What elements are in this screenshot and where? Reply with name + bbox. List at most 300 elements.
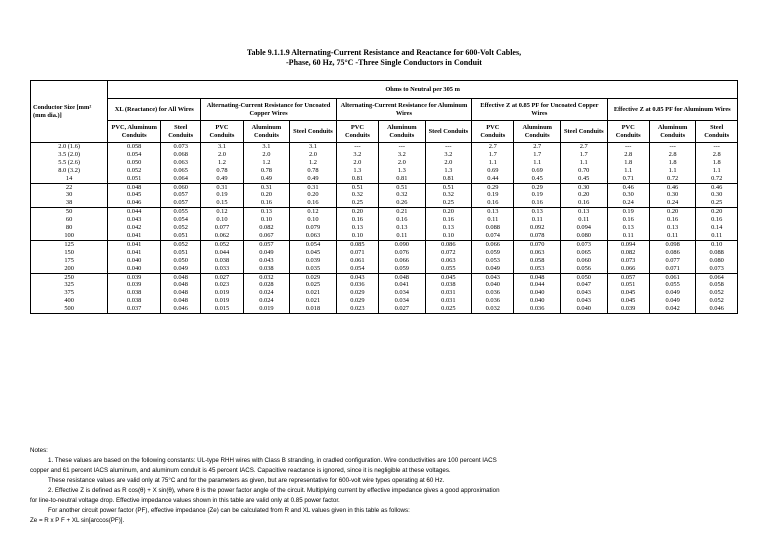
cell-value: 1.1 (579, 158, 588, 166)
cell-value: 2.0 (308, 150, 317, 158)
cell-value: 0.064 (173, 174, 188, 182)
ohms-header: Ohms to Neutral per 305 m (108, 81, 738, 99)
cell-value: 0.080 (709, 256, 724, 264)
cell-value: 0.11 (622, 231, 634, 239)
notes-heading: Notes: (30, 447, 48, 454)
cell-value: 0.050 (126, 158, 142, 166)
cell-value: 0.066 (485, 240, 500, 248)
column-header: PVC Conduits (201, 121, 243, 143)
value-cell (161, 208, 201, 241)
cell-value: 0.15 (216, 199, 228, 207)
cell-value: 0.72 (667, 174, 679, 182)
cell-value: 0.019 (214, 297, 230, 305)
cell-value: 0.49 (260, 174, 272, 182)
cell-value: 0.11 (531, 216, 543, 224)
value-cell (108, 208, 161, 241)
cell-value: 0.78 (260, 166, 272, 174)
cell-value: 0.10 (260, 216, 272, 224)
note-1b: copper and 61 percent IACS aluminum, and aluminum conduit is 45 percent IACS. Capacitive reactance is ignored, since it is negligible at these voltages. (30, 467, 451, 474)
cell-value: 0.019 (214, 289, 230, 297)
cell-value: 0.041 (126, 240, 142, 248)
value-cell (472, 240, 514, 273)
cell-value: 0.076 (394, 248, 410, 256)
cell-value: 0.079 (305, 224, 321, 232)
column-header: Aluminum Conduits (649, 121, 696, 143)
cell-value: 0.065 (576, 248, 591, 256)
cell-value: 1.2 (308, 158, 317, 166)
value-cell (472, 208, 514, 241)
table-row-group (31, 273, 738, 314)
value-cell (425, 208, 472, 241)
aluminum-impedance-header: Effective Z at 0.85 PF for Aluminum Wires (607, 99, 737, 121)
cell-value: 0.13 (260, 208, 272, 216)
cell-value: 0.037 (126, 305, 142, 313)
cell-value: 0.088 (485, 224, 500, 232)
cell-value: 0.043 (576, 297, 591, 305)
cell-value: 1.7 (488, 150, 497, 158)
cell-value: 0.052 (709, 289, 724, 297)
cell-value: 0.78 (216, 166, 228, 174)
cell-value: 0.058 (709, 281, 724, 289)
value-cell (108, 240, 161, 273)
cell-value: 0.077 (214, 224, 230, 232)
cell-value: 0.29 (531, 183, 543, 191)
cell-value: 0.056 (576, 264, 591, 272)
cell-value: 0.043 (259, 256, 274, 264)
cell-value: 0.048 (173, 273, 188, 281)
cell-value: 0.055 (173, 208, 188, 216)
conductor-size: 60 (65, 216, 73, 224)
column-header: PVC, Aluminum Conduits (108, 121, 161, 143)
note-2a: 2. Effective Z is defined as R cos(θ) + X sin(θ), where θ is the power factor angle of the circuit. Multiplying current by effective impedance gives a good approximation (48, 487, 500, 494)
cell-value: 0.043 (126, 216, 142, 224)
cell-value: 1.1 (533, 158, 542, 166)
cell-value: 0.039 (126, 281, 142, 289)
conductor-size: 22 (65, 183, 73, 191)
value-cell (243, 208, 290, 241)
cell-value: 0.033 (214, 264, 230, 272)
cell-value: 0.26 (396, 199, 408, 207)
cell-value: 0.038 (259, 264, 274, 272)
value-cell (290, 273, 337, 314)
cell-value: 0.10 (351, 231, 363, 239)
cell-value: 0.24 (622, 199, 634, 207)
cell-value: 0.064 (709, 273, 724, 281)
conductor-size: 200 (64, 264, 74, 272)
cell-value: 0.082 (621, 248, 636, 256)
cell-value: 0.024 (259, 289, 274, 297)
value-cell (201, 273, 243, 314)
cell-value: 0.49 (307, 174, 319, 182)
cell-value: 0.019 (259, 305, 274, 313)
value-cell (649, 240, 696, 273)
cell-value: 2.7 (579, 143, 588, 150)
cell-value: 0.46 (622, 183, 634, 191)
cell-value: 0.78 (307, 166, 319, 174)
cell-value: 0.040 (530, 297, 545, 305)
cell-value: 0.063 (305, 231, 321, 239)
cell-value: 0.072 (441, 248, 456, 256)
cell-value: 0.20 (307, 191, 319, 199)
cell-value: 0.19 (216, 191, 228, 199)
value-cell (561, 143, 608, 184)
cell-value: 0.090 (394, 240, 410, 248)
value-cell (379, 240, 426, 273)
conductor-size-header: Conductor Size [mm² (mm dia.)] (31, 81, 108, 143)
value-cell (336, 143, 378, 184)
cell-value: 0.16 (396, 216, 408, 224)
cell-value: 0.052 (214, 240, 230, 248)
cell-value: 0.13 (351, 224, 363, 232)
value-cell (336, 183, 378, 208)
cell-value: 0.13 (622, 224, 634, 232)
cell-value: 0.088 (709, 248, 724, 256)
cell-value: 0.048 (394, 273, 410, 281)
cell-value: 0.13 (531, 208, 543, 216)
cell-value: 0.074 (485, 231, 500, 239)
cell-value: 0.066 (394, 256, 410, 264)
cell-value: 0.067 (259, 231, 274, 239)
cell-value: 0.036 (485, 297, 500, 305)
cell-value: 0.025 (305, 281, 321, 289)
cell-value: 0.046 (126, 199, 142, 207)
cell-value: 0.053 (485, 256, 500, 264)
cell-value: 0.045 (621, 289, 636, 297)
cell-value: 0.69 (487, 166, 499, 174)
cell-value: 0.054 (173, 216, 188, 224)
cell-value: 0.041 (394, 281, 410, 289)
column-header: PVC Conduits (472, 121, 514, 143)
cell-value: 0.042 (126, 224, 142, 232)
cell-value: 0.057 (259, 240, 274, 248)
cell-value: 0.027 (394, 305, 410, 313)
cell-value: 0.015 (214, 305, 230, 313)
cell-value: 0.12 (216, 208, 228, 216)
cell-value: --- (354, 143, 361, 150)
cell-value: 2.0 (444, 158, 453, 166)
cell-value: 1.3 (397, 166, 406, 174)
conductor-size: 50 (65, 208, 73, 216)
cell-value: 0.044 (530, 281, 545, 289)
cell-value: 0.70 (578, 166, 590, 174)
value-cell (379, 183, 426, 208)
cell-value: 0.10 (216, 216, 228, 224)
cell-value: 0.12 (307, 208, 319, 216)
value-cell (336, 208, 378, 241)
value-cell (561, 183, 608, 208)
cell-value: 0.073 (576, 240, 591, 248)
value-cell (696, 143, 738, 184)
value-cell (161, 143, 201, 184)
column-header: PVC Conduits (607, 121, 649, 143)
cell-value: 0.049 (259, 248, 274, 256)
conductor-size: 30 (65, 191, 73, 199)
cell-value: 0.073 (173, 143, 188, 150)
value-cell (607, 273, 649, 314)
conductor-size: 250 (64, 273, 74, 281)
cell-value: 0.19 (622, 208, 634, 216)
cell-value: 0.059 (485, 248, 500, 256)
resistance-reactance-table (30, 80, 738, 314)
cell-value: 0.034 (394, 297, 410, 305)
cell-value: 0.044 (214, 248, 230, 256)
cell-value: 0.048 (173, 297, 188, 305)
cell-value: 0.050 (576, 273, 591, 281)
value-cell (161, 240, 201, 273)
value-cell (425, 143, 472, 184)
value-cell (472, 143, 514, 184)
cell-value: 1.1 (488, 158, 497, 166)
cell-value: 0.45 (531, 174, 543, 182)
cell-value: 0.46 (711, 183, 723, 191)
cell-value: 0.25 (351, 199, 363, 207)
cell-value: 0.039 (305, 256, 321, 264)
cell-value: 0.021 (305, 289, 321, 297)
value-cell (514, 208, 561, 241)
cell-value: 0.052 (709, 297, 724, 305)
cell-value: 0.043 (485, 273, 500, 281)
conductor-size: 400 (64, 297, 74, 305)
cell-value: 0.16 (622, 216, 634, 224)
cell-value: 0.49 (216, 174, 228, 182)
conductor-size: 375 (64, 289, 74, 297)
column-header: Steel Conduits (425, 121, 472, 143)
cell-value: 0.024 (259, 297, 274, 305)
cell-value: 1.1 (668, 166, 677, 174)
table-row-group (31, 208, 738, 241)
cell-value: 0.19 (487, 191, 499, 199)
cell-value: 1.8 (624, 158, 633, 166)
value-cell (108, 183, 161, 208)
cell-value: 0.14 (711, 224, 723, 232)
cell-value: 0.029 (305, 273, 321, 281)
cell-value: 0.063 (173, 158, 188, 166)
cell-value: 0.038 (441, 281, 456, 289)
cell-value: 1.2 (217, 158, 226, 166)
cell-value: 0.054 (350, 264, 365, 272)
cell-value: 0.13 (667, 224, 679, 232)
cell-value: 2.0 (217, 150, 226, 158)
cell-value: 0.073 (621, 256, 636, 264)
cell-value: 0.061 (350, 256, 365, 264)
cell-value: 0.11 (667, 231, 679, 239)
cell-value: 0.048 (126, 183, 142, 191)
copper-resistance-header: Alternating-Current Resistance for Uncoated Copper Wires (201, 99, 336, 121)
cell-value: 0.040 (576, 305, 591, 313)
cell-value: 0.070 (530, 240, 545, 248)
value-cell (514, 143, 561, 184)
cell-value: 0.046 (709, 305, 724, 313)
column-header: PVC Conduits (336, 121, 378, 143)
cell-value: 0.32 (351, 191, 363, 199)
cell-value: 0.46 (667, 183, 679, 191)
conductor-size: 125 (64, 240, 74, 248)
cell-value: 0.21 (396, 208, 408, 216)
value-cell (336, 240, 378, 273)
cell-value: 0.20 (351, 208, 363, 216)
cell-value: 0.073 (709, 264, 724, 272)
cell-value: 0.054 (305, 240, 321, 248)
column-header: Steel Conduits (696, 121, 738, 143)
conductor-size: 14 (65, 174, 73, 182)
cell-value: 0.040 (126, 256, 142, 264)
cell-value: 0.81 (442, 174, 454, 182)
value-cell (108, 143, 161, 184)
cell-value: 0.13 (487, 208, 499, 216)
table-row-group (31, 143, 738, 184)
conductor-size: 175 (64, 256, 74, 264)
value-cell (696, 240, 738, 273)
cell-value: 0.25 (711, 199, 723, 207)
title-line-1: Table 9.1.1.9 Alternating-Current Resistance and Reactance for 600-Volt Cables, (246, 48, 522, 57)
cell-value: 0.29 (487, 183, 499, 191)
cell-value: 0.045 (441, 273, 456, 281)
cell-value: 0.041 (126, 248, 142, 256)
cell-value: 3.2 (353, 150, 362, 158)
note-1a: 1. These values are based on the following constants: UL-type RHH wires with Class B stranding, in cradled configuration. Wire conductivities are 100 percent IACS (48, 457, 497, 464)
cell-value: 1.8 (712, 158, 721, 166)
value-cell (514, 183, 561, 208)
cell-value: --- (713, 143, 720, 150)
cell-value: 0.11 (711, 231, 723, 239)
column-header: Aluminum Conduits (514, 121, 561, 143)
value-cell (649, 273, 696, 314)
cell-value: 0.044 (126, 208, 142, 216)
cell-value: 0.16 (260, 199, 272, 207)
value-cell (425, 273, 472, 314)
conductor-size: 38 (65, 199, 73, 207)
cell-value: 0.049 (173, 264, 188, 272)
value-cell (425, 183, 472, 208)
cell-value: 0.055 (665, 281, 680, 289)
conductor-size-cell (31, 143, 108, 184)
cell-value: 3.1 (217, 143, 226, 150)
cell-value: 0.092 (530, 224, 545, 232)
cell-value: 2.7 (488, 143, 497, 150)
cell-value: 3.2 (397, 150, 406, 158)
value-cell (561, 208, 608, 241)
cell-value: 2.8 (668, 150, 677, 158)
cell-value: 0.018 (305, 305, 321, 313)
cell-value: 0.038 (126, 289, 142, 297)
cell-value: 0.051 (126, 174, 142, 182)
cell-value: 0.060 (173, 183, 188, 191)
cell-value: 0.068 (173, 150, 188, 158)
value-cell (290, 143, 337, 184)
value-cell (561, 273, 608, 314)
cell-value: 0.031 (441, 289, 456, 297)
cell-value: 0.034 (394, 289, 410, 297)
cell-value: 0.16 (711, 216, 723, 224)
cell-value: 0.086 (441, 240, 456, 248)
cell-value: 0.040 (485, 281, 500, 289)
cell-value: 0.30 (622, 191, 634, 199)
cell-value: --- (625, 143, 632, 150)
cell-value: 0.11 (487, 216, 499, 224)
cell-value: 0.082 (259, 224, 274, 232)
column-header: Steel Conduits (161, 121, 201, 143)
cell-value: 1.1 (624, 166, 633, 174)
cell-value: 2.0 (353, 158, 362, 166)
cell-value: 0.035 (305, 264, 321, 272)
cell-value: 3.1 (262, 143, 271, 150)
note-3: For another circuit power factor (PF), effective impedance (Ze) can be calculated from R and XL values given in this table as follows: (48, 507, 410, 514)
cell-value: 0.021 (305, 297, 321, 305)
cell-value: 2.8 (624, 150, 633, 158)
cell-value: 0.036 (350, 281, 365, 289)
cell-value: 0.059 (394, 264, 410, 272)
cell-value: 0.045 (126, 191, 142, 199)
cell-value: 0.048 (530, 273, 545, 281)
cell-value: 0.055 (441, 264, 456, 272)
value-cell (514, 273, 561, 314)
cell-value: 0.043 (576, 289, 591, 297)
cell-value: 0.060 (576, 256, 591, 264)
value-cell (201, 143, 243, 184)
cell-value: 0.080 (576, 231, 591, 239)
cell-value: 0.053 (530, 264, 545, 272)
cell-value: 0.51 (396, 183, 408, 191)
value-cell (607, 208, 649, 241)
value-cell (290, 240, 337, 273)
cell-value: 0.046 (173, 305, 188, 313)
value-cell (472, 273, 514, 314)
value-cell (108, 273, 161, 314)
cell-value: 0.25 (442, 199, 454, 207)
cell-value: 0.048 (173, 281, 188, 289)
cell-value: 0.078 (530, 231, 545, 239)
cell-value: 0.045 (305, 248, 321, 256)
cell-value: 0.061 (665, 273, 680, 281)
value-cell (649, 208, 696, 241)
cell-value: 0.11 (578, 216, 590, 224)
cell-value: 0.039 (126, 273, 142, 281)
cell-value: 0.023 (214, 281, 230, 289)
cell-value: 0.32 (442, 191, 454, 199)
conductor-size-cell (31, 208, 108, 241)
cell-value: 0.16 (531, 199, 543, 207)
cell-value: --- (398, 143, 406, 150)
cell-value: 0.20 (442, 208, 454, 216)
cell-value: 0.10 (442, 231, 454, 239)
value-cell (243, 273, 290, 314)
cell-value: 0.036 (530, 305, 545, 313)
cell-value: 1.3 (353, 166, 362, 174)
cell-value: 0.052 (173, 240, 188, 248)
value-cell (201, 208, 243, 241)
conductor-size: 150 (64, 248, 74, 256)
cell-value: 0.085 (350, 240, 365, 248)
cell-value: 0.058 (126, 143, 142, 150)
value-cell (696, 208, 738, 241)
conductor-size: 100 (64, 231, 74, 239)
cell-value: 0.028 (259, 281, 274, 289)
value-cell (696, 273, 738, 314)
table-title (0, 48, 768, 68)
cell-value: 0.086 (665, 248, 680, 256)
cell-value: 0.057 (173, 191, 188, 199)
value-cell (243, 183, 290, 208)
cell-value: 0.16 (487, 199, 499, 207)
cell-value: 0.098 (665, 240, 680, 248)
cell-value: 0.065 (173, 166, 188, 174)
cell-value: 0.13 (396, 224, 408, 232)
cell-value: 0.10 (307, 216, 319, 224)
cell-value: 0.050 (173, 256, 188, 264)
cell-value: 0.066 (621, 264, 636, 272)
xl-header: XL (Reactance) for All Wires (108, 99, 201, 121)
cell-value: 0.19 (531, 191, 543, 199)
